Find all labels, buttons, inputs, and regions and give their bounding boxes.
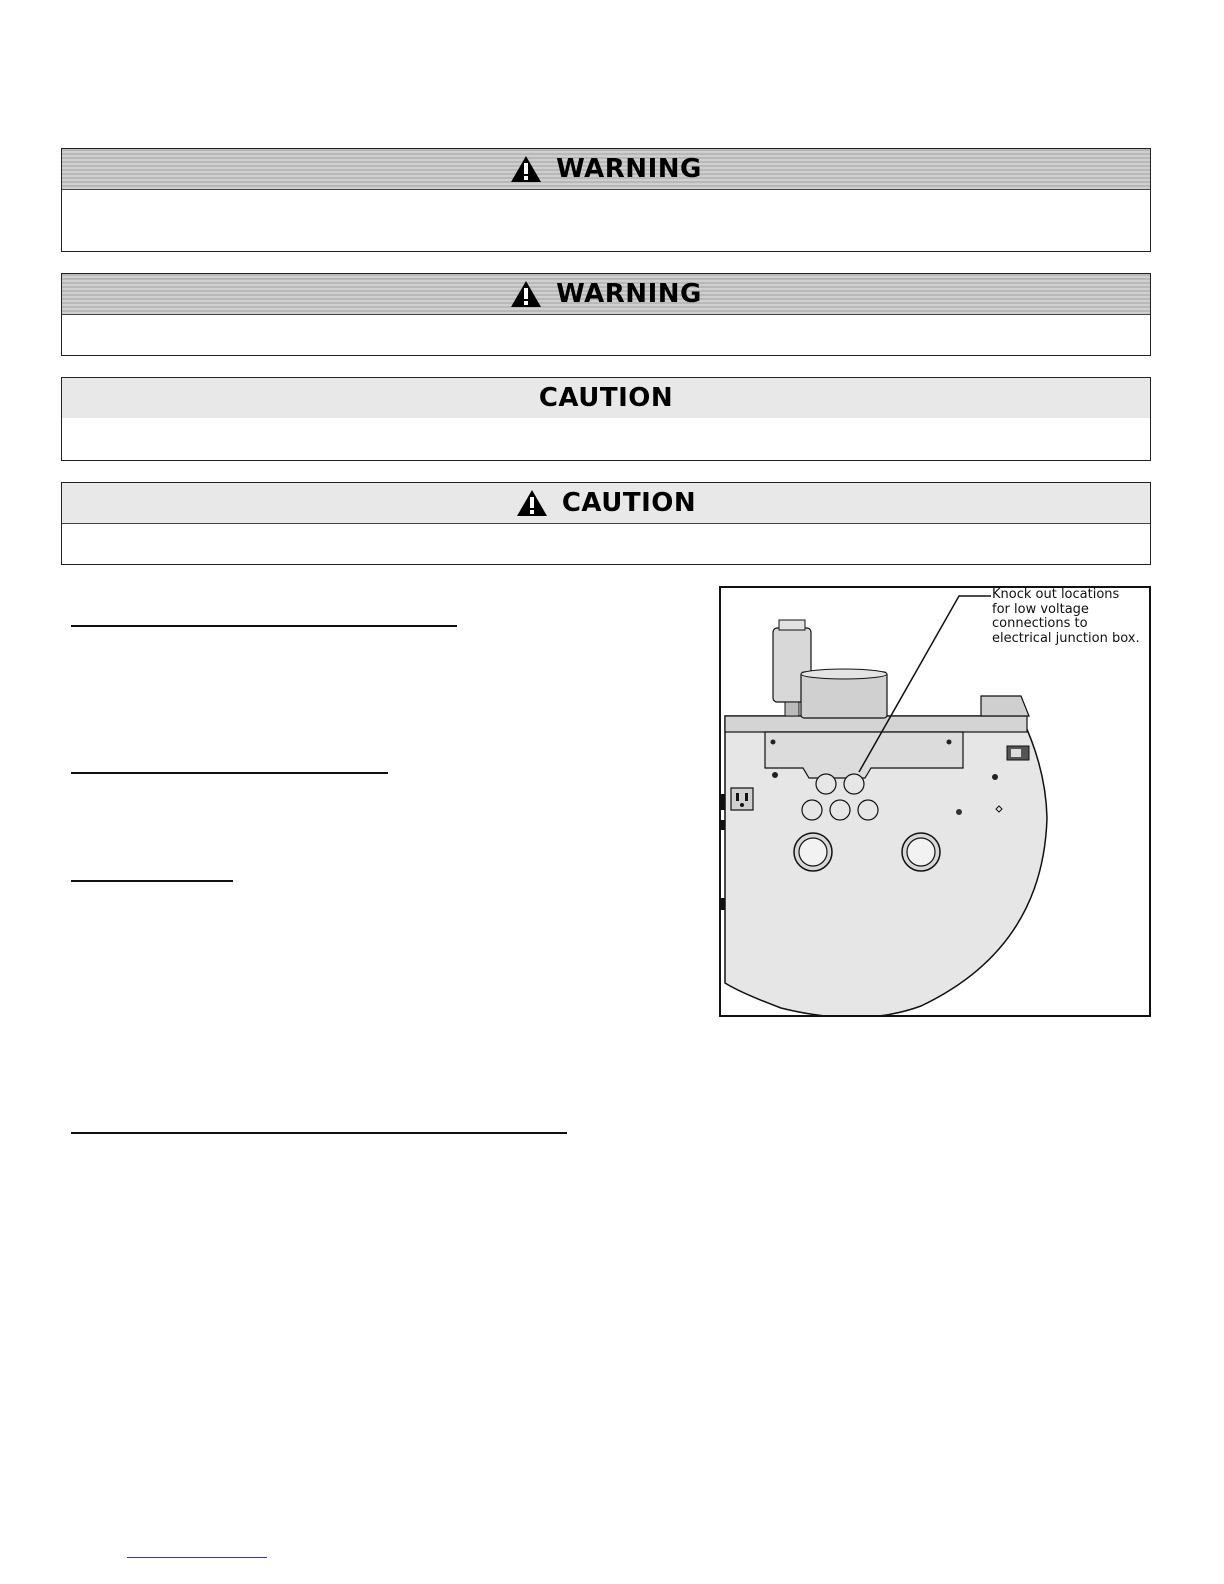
callout-line-4: electrical junction box. bbox=[992, 630, 1140, 646]
warning-triangle-icon bbox=[516, 489, 548, 517]
footer-link-underline[interactable] bbox=[127, 1557, 267, 1558]
section-heading-rule-2 bbox=[71, 772, 388, 774]
warning-triangle-icon bbox=[510, 155, 542, 183]
warning-notice-1 bbox=[61, 148, 1151, 252]
warning-triangle-icon bbox=[510, 280, 542, 308]
callout-line-2: for low voltage bbox=[992, 601, 1089, 617]
section-heading-rule-1 bbox=[71, 625, 457, 627]
callout-line-1: Knock out locations bbox=[992, 587, 1120, 602]
warning-notice-2 bbox=[61, 273, 1151, 356]
caution-title-2: CAUTION bbox=[561, 488, 697, 518]
caution-header-1 bbox=[62, 378, 1150, 418]
caution-notice-2 bbox=[61, 482, 1151, 565]
section-heading-rule-3 bbox=[71, 880, 233, 882]
caution-notice-1 bbox=[61, 377, 1151, 461]
warning-title-1: WARNING bbox=[556, 154, 702, 184]
callout-line-3: connections to bbox=[992, 616, 1088, 631]
warning-header-2 bbox=[62, 274, 1150, 315]
warning-title-2: WARNING bbox=[556, 279, 702, 309]
caution-title-1: CAUTION bbox=[538, 383, 674, 413]
knock-out-callout bbox=[992, 588, 1151, 646]
boiler-top-illustration bbox=[721, 588, 1149, 1015]
junction-box-figure bbox=[719, 586, 1151, 1017]
section-heading-rule-4 bbox=[71, 1132, 567, 1134]
warning-header-1 bbox=[62, 149, 1150, 190]
caution-header-2 bbox=[62, 483, 1150, 524]
